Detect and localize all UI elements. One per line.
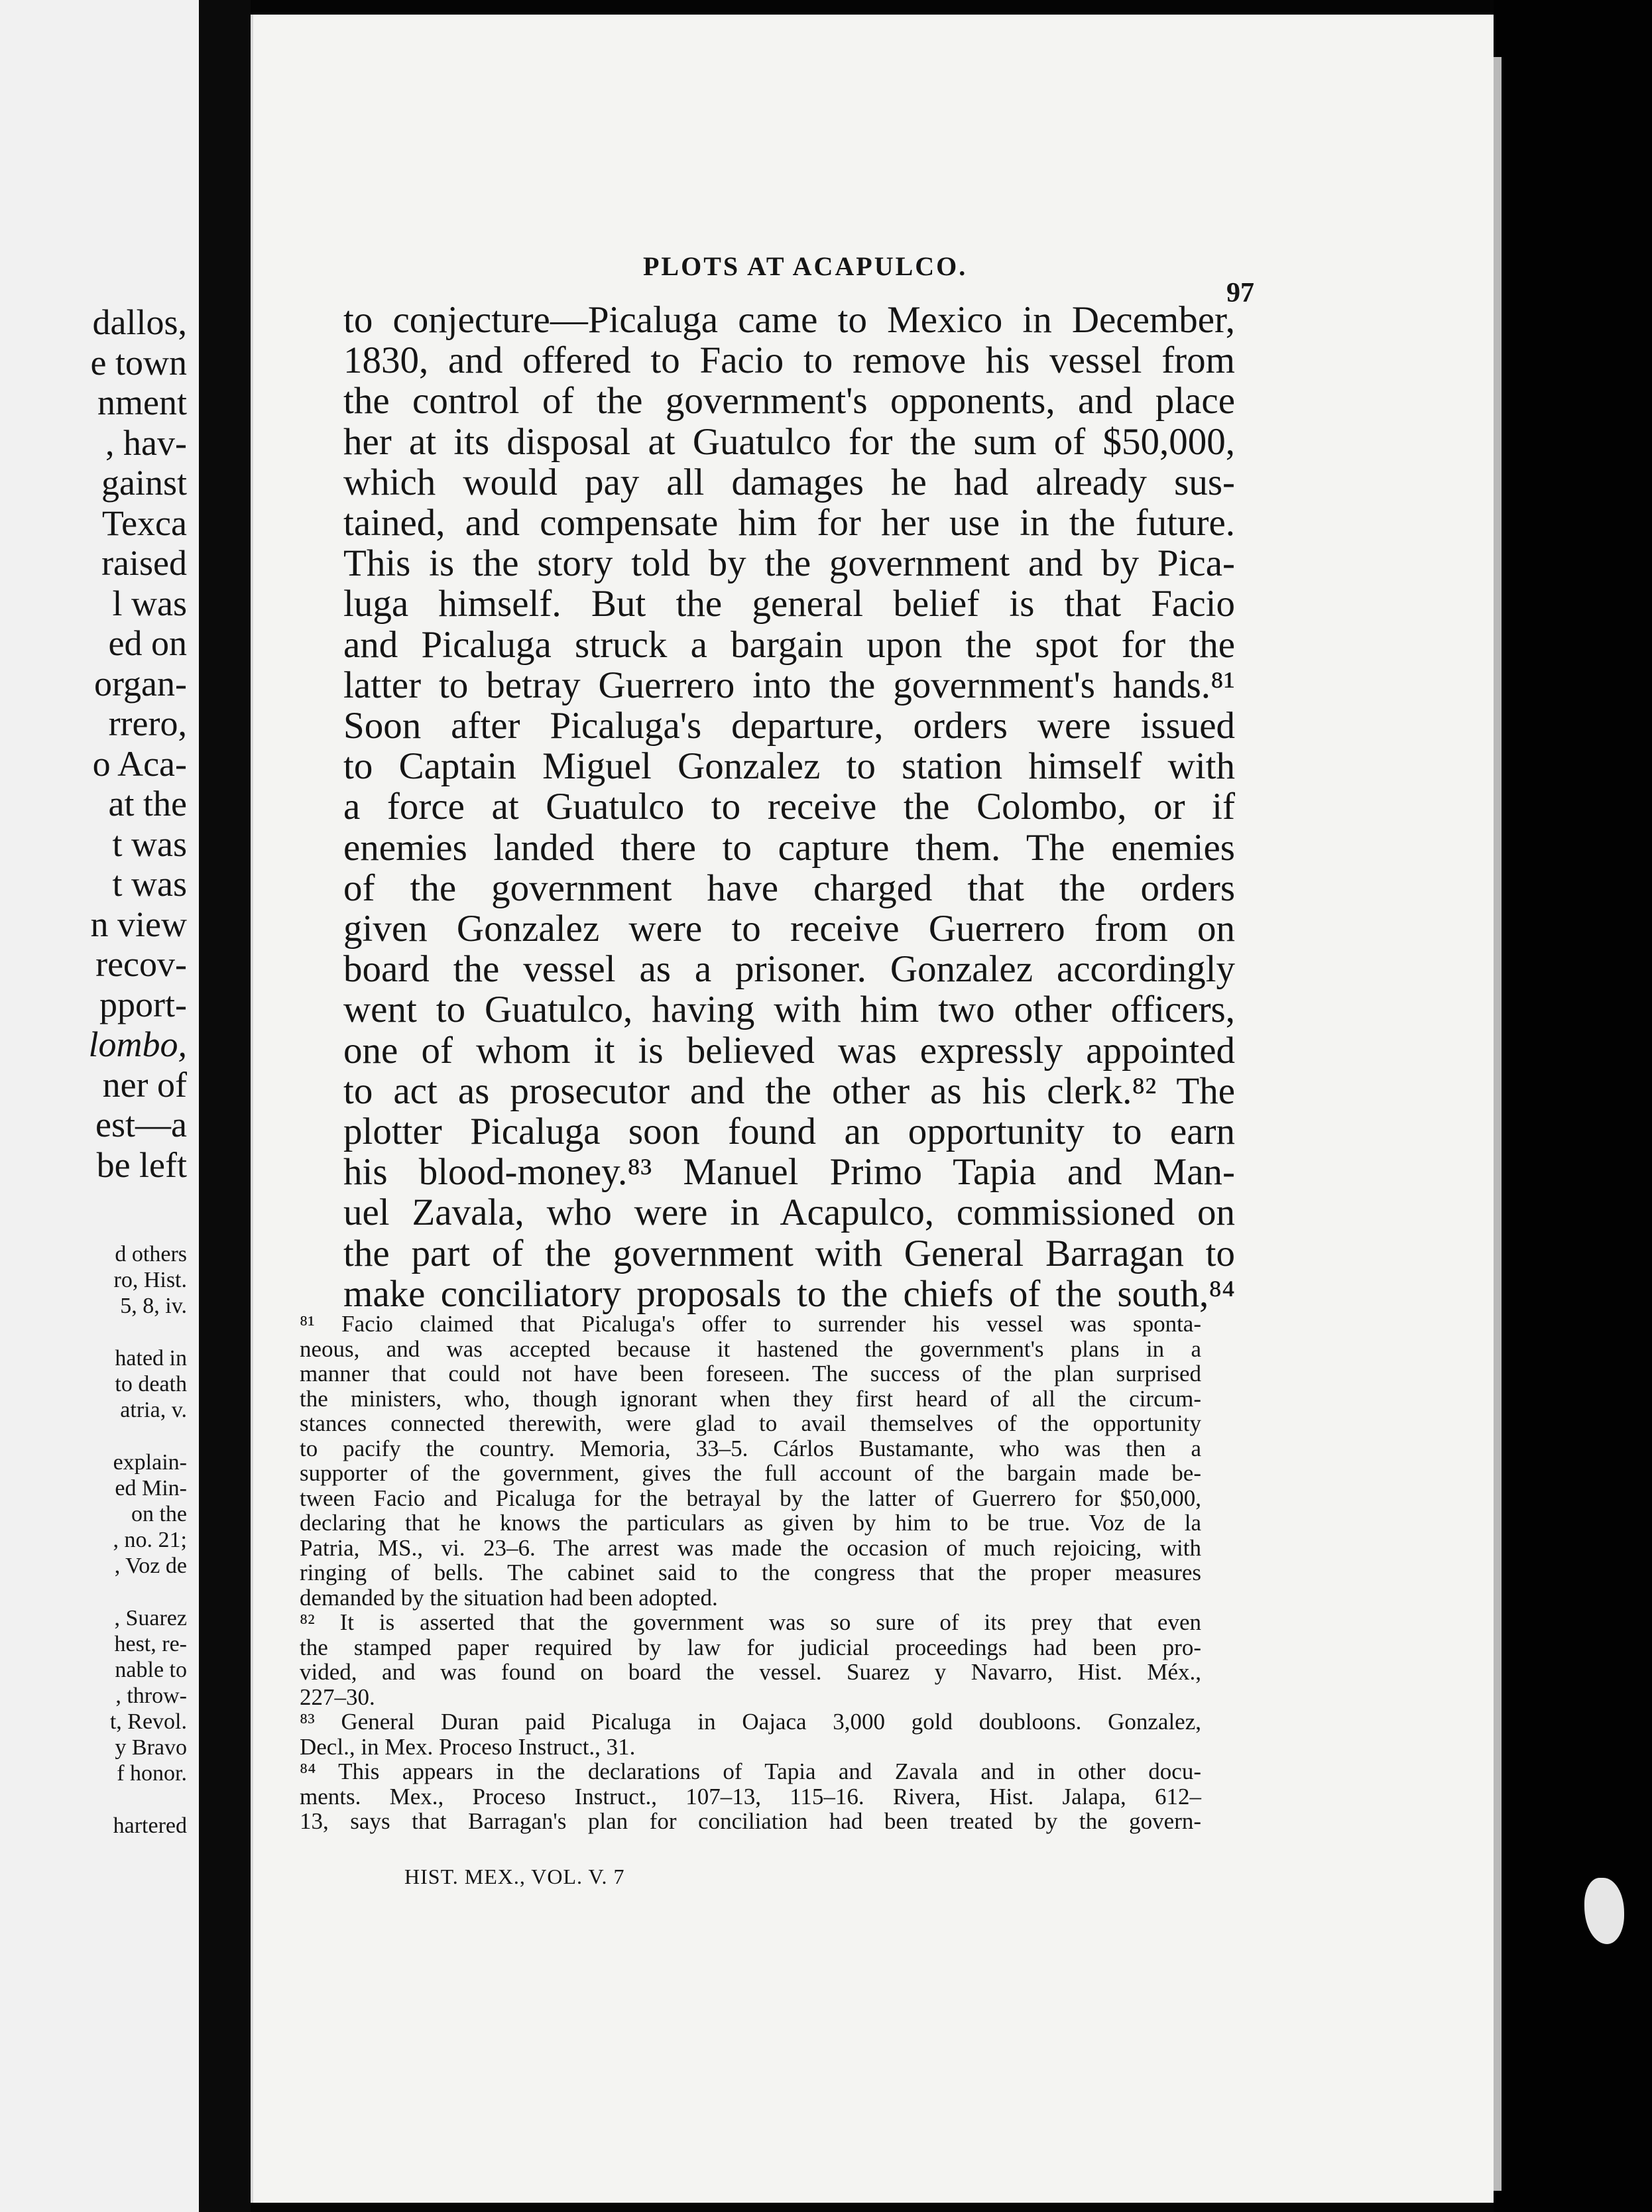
page-number: 97: [1226, 278, 1254, 308]
facing-note-line: hest, re-: [114, 1632, 187, 1656]
facing-note-line: ed Min-: [115, 1476, 187, 1501]
facing-line: e town: [90, 342, 187, 383]
body-line: luga himself. But the general belief is that Facio: [343, 583, 1235, 625]
facing-note-line: [110, 1319, 187, 1345]
facing-line: Texca: [101, 503, 187, 543]
facing-line: est—a: [95, 1105, 187, 1144]
body-line: went to Guatulco, having with him two other officers,: [343, 989, 1235, 1031]
facing-line: gainst: [101, 463, 187, 503]
footnote-line: the ministers, who, though ignorant when they first heard of all the circum-: [300, 1385, 1201, 1412]
footnote-line: the stamped paper required by law for judicial proceedings had been pro-: [300, 1634, 1201, 1660]
facing-note-line: atria, v.: [120, 1398, 187, 1422]
footnote-line: neous, and was accepted because it hastened the government's plans in a: [300, 1335, 1201, 1362]
footnote-line: ⁸⁴ This appears in the declarations of Tapia and Zavala and in other docu-: [300, 1758, 1201, 1784]
body-line: tained, and compensate him for her use in the future.: [343, 502, 1235, 544]
facing-line: organ-: [94, 663, 187, 704]
facing-page-notes: [110, 1241, 187, 1839]
footnote-line: supporter of the government, gives the full account of the bargain made be-: [300, 1460, 1201, 1486]
facing-note-line: hated in: [115, 1346, 187, 1371]
body-line: the part of the government with General Barragan to: [343, 1232, 1235, 1274]
footnote-line: Decl., in Mex. Proceso Instruct., 31.: [300, 1733, 636, 1760]
facing-note-line: 5, 8, iv.: [120, 1294, 187, 1318]
facing-line: ner of: [102, 1064, 187, 1105]
facing-line: t was: [112, 824, 187, 864]
facing-line: pport-: [99, 984, 187, 1024]
body-line: enemies landed there to capture them. The enemies: [343, 826, 1235, 869]
body-line: her at its disposal at Guatulco for the sum of $50,000,: [343, 420, 1235, 463]
body-line: of the government have charged that the orders: [343, 867, 1235, 909]
body-line: latter to betray Guerrero into the government's hands.⁸¹: [343, 664, 1235, 706]
scan-background: [1494, 0, 1652, 2212]
facing-line: l was: [112, 583, 187, 623]
footnote-line: Patria, MS., vi. 23–6. The arrest was made the occasion of much rejoicing, with: [300, 1534, 1201, 1561]
facing-line: t was: [112, 864, 187, 904]
facing-line: o Aca-: [92, 743, 187, 784]
facing-line: n view: [90, 904, 187, 944]
facing-note-line: , Suarez: [114, 1606, 187, 1630]
body-line: one of whom it is believed was expressly appointed: [343, 1029, 1235, 1072]
body-line: his blood-money.⁸³ Manuel Primo Tapia and Man-: [343, 1151, 1235, 1194]
body-line: uel Zavala, who were in Acapulco, commissioned on: [343, 1192, 1235, 1234]
footnote-line: ⁸³ General Duran paid Picaluga in Oajaca 3,000 gold doubloons. Gonzalez,: [300, 1709, 1201, 1735]
facing-note-line: f honor.: [117, 1761, 187, 1786]
facing-note-line: [110, 1579, 187, 1605]
body-line: to act as prosecutor and the other as his clerk.⁸² The: [343, 1070, 1235, 1112]
body-line: to conjecture—Picaluga came to Mexico in December,: [343, 299, 1235, 341]
running-head: PLOTS AT ACAPULCO.: [643, 251, 968, 281]
facing-line: , hav-: [105, 422, 187, 463]
facing-note-line: , no. 21;: [113, 1528, 187, 1552]
footnote-line: ments. Mex., Proceso Instruct., 107–13, 115–16. Rivera, Hist. Jalapa, 612–: [300, 1783, 1201, 1810]
body-line: and Picaluga struck a bargain upon the spot for the: [343, 623, 1235, 666]
footnote-line: 13, says that Barragan's plan for conciliation had been treated by the govern-: [300, 1808, 1201, 1834]
body-line: Soon after Picaluga's departure, orders were issued: [343, 705, 1235, 747]
facing-line: be left: [96, 1144, 187, 1185]
book-gutter: [199, 0, 251, 2212]
facing-note-line: [110, 1423, 187, 1449]
footnote-line: vided, and was found on board the vessel. Suarez y Navarro, Hist. Méx.,: [300, 1659, 1201, 1685]
footnote-line: to pacify the country. Memoria, 33–5. Cárlos Bustamante, who was then a: [300, 1435, 1201, 1461]
facing-note-line: , throw-: [115, 1684, 187, 1708]
page-edge: [1494, 57, 1502, 2191]
footnote-line: ringing of bells. The cabinet said to the congress that the proper measures: [300, 1560, 1201, 1585]
body-line: make conciliatory proposals to the chiefs of the south,⁸⁴: [343, 1272, 1235, 1315]
footnote-line: manner that could not have been foreseen. The success of the plan surprised: [300, 1361, 1201, 1386]
facing-page: [0, 0, 199, 2212]
footnotes: [300, 1312, 1201, 1834]
body-line: This is the story told by the government and by Pica-: [343, 542, 1235, 585]
body-line: board the vessel as a prisoner. Gonzalez accordingly: [343, 948, 1235, 991]
facing-line: rrero,: [108, 704, 187, 743]
facing-line: at the: [108, 784, 187, 824]
body-line: which would pay all damages he had already sus-: [343, 461, 1235, 503]
facing-page-text: [89, 302, 188, 1185]
facing-note-line: nable to: [115, 1658, 187, 1682]
body-line: given Gonzalez were to receive Guerrero from on: [343, 908, 1235, 950]
facing-note-line: d others: [115, 1242, 187, 1266]
body-line: the control of the government's opponents, and place: [343, 380, 1235, 422]
footnote-line: 227–30.: [300, 1684, 375, 1710]
footnote-line: demanded by the situation had been adopted.: [300, 1584, 718, 1611]
facing-line: ed on: [108, 623, 187, 663]
body-line: plotter Picaluga soon found an opportunity to earn: [343, 1111, 1235, 1153]
facing-line: lombo,: [88, 1024, 187, 1064]
footnote-line: ⁸¹ Facio claimed that Picaluga's offer to surrender his vessel was sponta-: [300, 1311, 1201, 1337]
footnote-line: stances connected therewith, were glad to avail themselves of the opportunity: [300, 1410, 1201, 1436]
body-line: to Captain Miguel Gonzalez to station himself with: [343, 745, 1235, 788]
facing-note-line: hartered: [113, 1813, 187, 1838]
facing-line: recov-: [95, 944, 187, 984]
facing-note-line: on the: [131, 1502, 187, 1526]
facing-note-line: [110, 1786, 187, 1813]
body-line: 1830, and offered to Facio to remove his vessel from: [343, 339, 1235, 382]
facing-line: nment: [97, 383, 187, 422]
facing-note-line: explain-: [113, 1450, 187, 1475]
facing-note-line: , Voz de: [114, 1554, 187, 1578]
facing-note-line: t, Revol.: [109, 1709, 187, 1734]
footnote-line: ⁸² It is asserted that the government was so sure of its prey that even: [300, 1609, 1201, 1635]
facing-note-line: ro, Hist.: [113, 1268, 187, 1292]
body-line: a force at Guatulco to receive the Colombo, or if: [343, 786, 1235, 828]
facing-line: dallos,: [92, 302, 187, 342]
facing-note-line: to death: [115, 1372, 187, 1396]
footnote-line: tween Facio and Picaluga for the betrayal by the latter of Guerrero for $50,000,: [300, 1485, 1201, 1511]
facing-line: raised: [101, 543, 187, 583]
signature-mark: HIST. MEX., VOL. V. 7: [404, 1865, 625, 1888]
body-text: [343, 300, 1235, 1314]
facing-note-line: y Bravo: [115, 1735, 187, 1760]
footnote-line: declaring that he knows the particulars as given by him to be true. Voz de la: [300, 1510, 1201, 1536]
